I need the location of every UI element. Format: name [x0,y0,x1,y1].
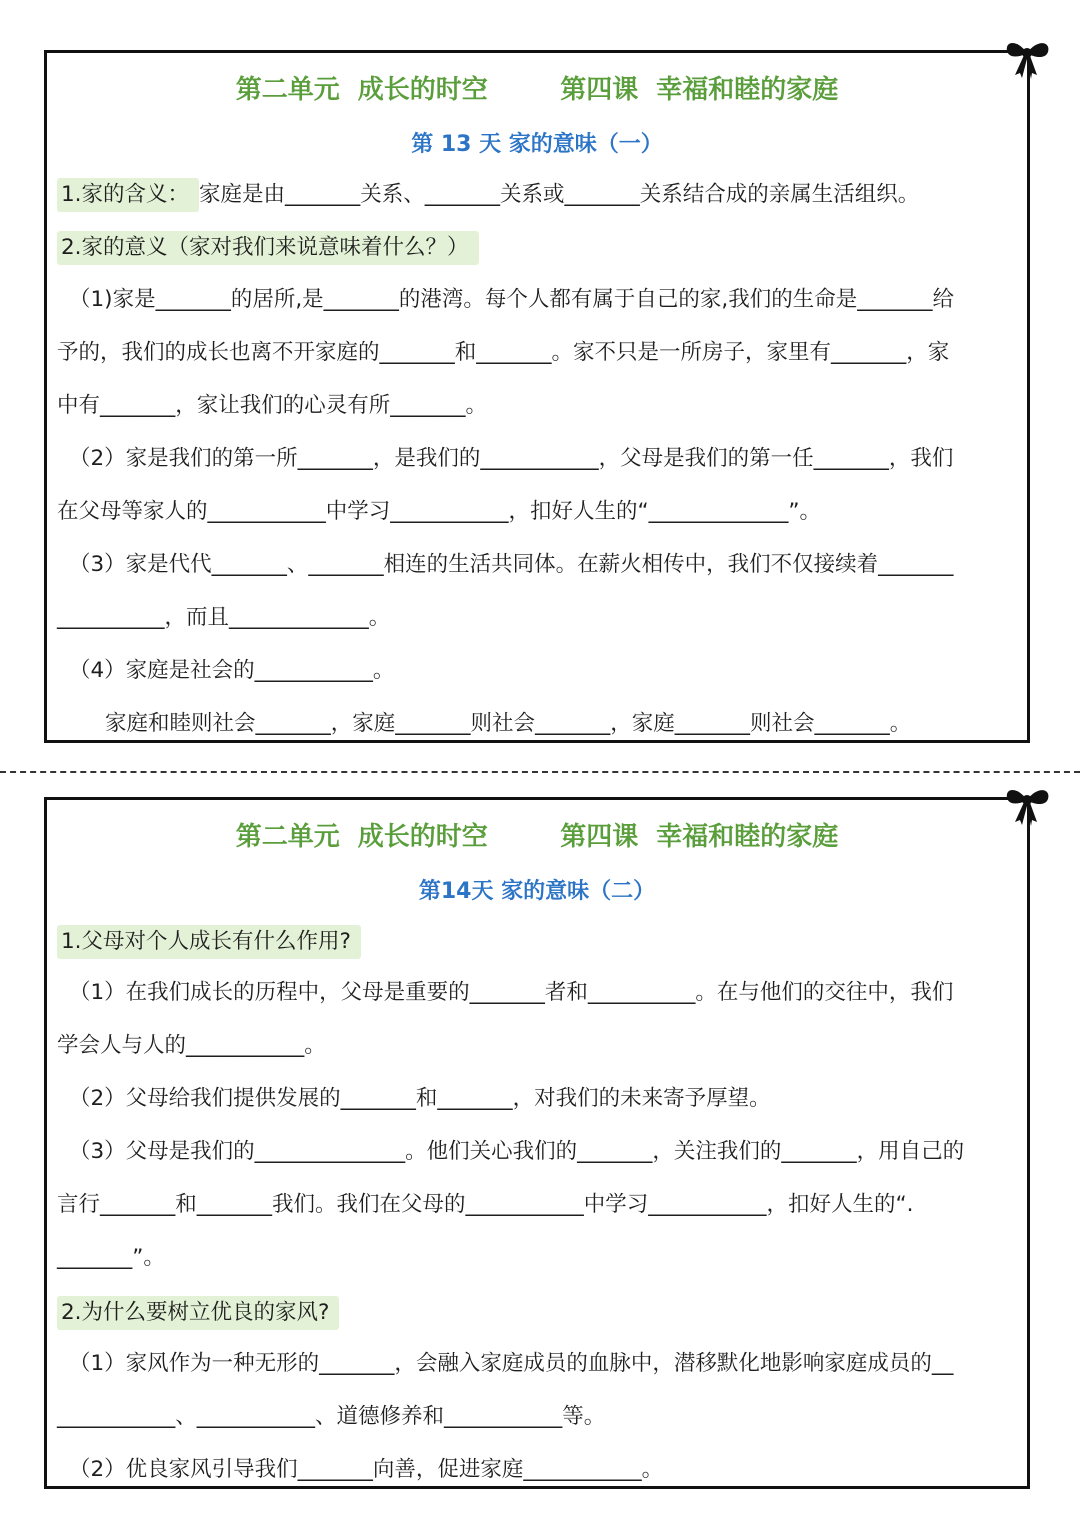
fill-line: （1)家是_______的居所,是_______的港湾。每个人都有属于自己的家,我们的生命是_______给 [69,287,954,312]
unit-lesson-title: 第二单元 成长的时空 第四课 幸福和睦的家庭 [235,822,839,852]
fill-line: （3）家是代代_______、_______相连的生活共同体。在薪火相传中，我们不仅接续着_______ [69,552,954,577]
fill-line: （2）家是我们的第一所_______，是我们的___________，父母是我们的第一任_______，我们 [69,446,954,471]
fill-line: 言行_______和_______我们。我们在父母的___________中学习___________，扣好人生的“. [57,1192,914,1217]
fill-line: （1）家风作为一种无形的_______，会融入家庭成员的血脉中，潜移默化地影响家庭成员的__ [69,1351,954,1376]
unit-lesson-title: 第二单元 成长的时空 第四课 幸福和睦的家庭 [235,75,839,105]
fill-line: （3）父母是我们的______________。他们关心我们的_______，关注我们的_______，用自己的 [69,1139,965,1164]
fill-line: 在父母等家人的___________中学习___________，扣好人生的“_____________”。 [57,499,822,524]
question-2-row [57,231,1017,265]
fill-line: 学会人与人的___________。 [57,1033,326,1058]
question-heading: 2.家的意义（家对我们来说意味着什么？） [57,231,479,265]
fill-line: 家庭和睦则社会_______，家庭_______则社会_______，家庭_______则社会_______。 [105,711,912,736]
question-2-row [57,1296,1017,1330]
question-heading: 1.父母对个人成长有什么作用? [57,925,361,959]
worksheet-card-day14 [44,797,1030,1489]
fill-line: 予的，我们的成长也离不开家庭的_______和_______。家不只是一所房子，家里有_______，家 [57,340,950,365]
fill-line: （4）家庭是社会的___________。 [69,658,395,683]
fill-line: __________，而且_____________。 [57,605,391,630]
worksheet-card-day13 [44,50,1030,743]
fill-line: 中有_______，家让我们的心灵有所_______。 [57,393,488,418]
question-text: 家庭是由_______关系、_______关系或_______关系结合成的亲属生活组织。 [199,182,920,207]
fill-line: （1）在我们成长的历程中，父母是重要的_______者和__________。在与他们的交往中，我们 [69,980,954,1005]
question-1-row [57,925,1017,959]
fill-line: （2）优良家风引导我们_______向善，促进家庭___________。 [69,1457,664,1482]
dashed-divider [0,771,1080,773]
question-1-row [57,178,1017,212]
day-subtitle: 第 13 天 家的意味（一） [411,132,663,157]
fill-line: ___________、___________、道德修养和___________等。 [57,1404,606,1429]
fill-line: _______”。 [57,1245,165,1270]
fill-line: （2）父母给我们提供发展的_______和_______，对我们的未来寄予厚望。 [69,1086,771,1111]
question-heading: 1.家的含义： [57,178,199,212]
day-subtitle: 第14天 家的意味（二） [418,879,656,904]
question-heading: 2.为什么要树立优良的家风? [57,1296,339,1330]
